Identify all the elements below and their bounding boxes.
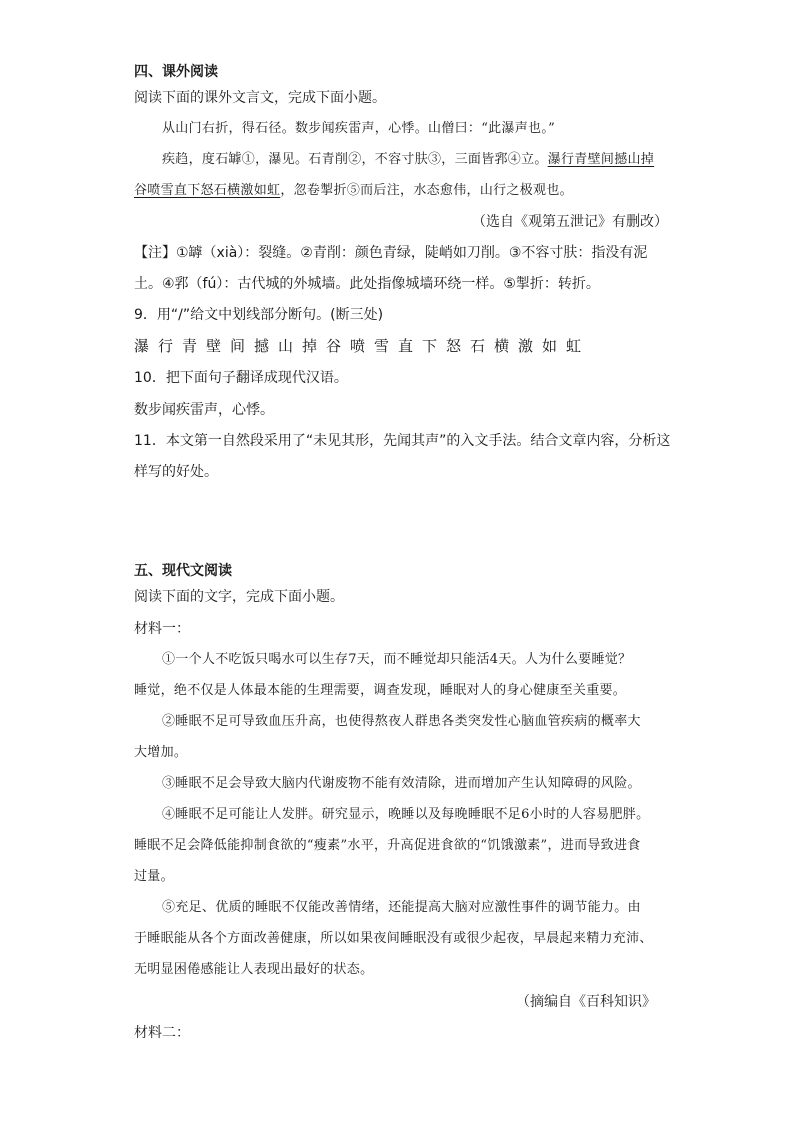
passage-line-3b: ，忽卷掣折⑤而后注，水态愈伟，山行之极观也。 xyxy=(280,183,573,198)
p5-line-1: ⑤充足、优质的睡眠不仅能改善情绪，还能提高大脑对应激性事件的调节能力。由 xyxy=(162,900,641,915)
section5-heading: 五、现代文阅读 xyxy=(134,563,232,579)
section4-instruction: 阅读下面的课外文言文，完成下面小题。 xyxy=(134,90,386,106)
p3-line-1: ③睡眠不足会导致大脑内代谢废物不能有效清除，进而增加产生认知障碍的风险。 xyxy=(162,776,641,791)
p2-line-2: 大增加。 xyxy=(134,745,188,760)
note-line-2: 土。④郛（fú）：古代城的外城墙。此处指像城墙环绕一样。⑤掣折：转折。 xyxy=(134,276,600,292)
passage-line-1: 从山门右折，得石径。数步闻疾雷声，心悸。山僧曰：“此瀑声也。” xyxy=(162,121,556,136)
section5-instruction: 阅读下面的文字，完成下面小题。 xyxy=(134,589,344,605)
material2-label: 材料二： xyxy=(134,1025,190,1041)
question-11-line-2: 样写的好处。 xyxy=(134,464,218,480)
material1-label: 材料一： xyxy=(134,621,190,637)
section4-heading: 四、课外阅读 xyxy=(134,64,218,80)
p4-line-2: 睡眠不足会降低能抑制食欲的“瘦素”水平，升高促进食欲的“饥饿激素”，进而导致进食 xyxy=(134,838,641,853)
passage-underlined-2: 瀑行青壁间撼山掉 xyxy=(547,152,655,167)
p5-line-2: 于睡眠能从各个方面改善健康，所以如果夜间睡眠没有或很少起夜，早晨起来精力充沛、 xyxy=(134,931,653,946)
passage-underlined-3: 谷喷雪直下怒石横激如虹 xyxy=(134,183,281,198)
question-9-text: 瀑行青壁间撼山掉谷喷雪直下怒石横激如虹 xyxy=(134,337,591,355)
passage-source: （选自《观第五泄记》有删改） xyxy=(472,214,668,230)
question-11-line-1: 11．本文第一自然段采用了“未见其形，先闻其声”的入文手法。结合文章内容，分析这 xyxy=(134,433,671,449)
question-10-text: 数步闻疾雷声，心悸。 xyxy=(134,402,274,418)
question-10: 10．把下面句子翻译成现代汉语。 xyxy=(134,370,348,386)
section5-source: （摘编自《百科知识》 xyxy=(516,994,656,1010)
p2-line-1: ②睡眠不足可导致血压升高，也使得熬夜人群患各类突发性心脑血管疾病的概率大 xyxy=(162,714,641,729)
p5-line-3: 无明显困倦感能让人表现出最好的状态。 xyxy=(134,962,374,977)
passage-line-2a: 疾趋，度石罅①，瀑见。石青削②，不容寸肤③，三面皆郛④立。 xyxy=(162,152,548,167)
note-line-1: 【注】①罅（xià）：裂缝。②青削：颜色青绿，陡峭如刀削。③不容寸肤：指没有泥 xyxy=(134,245,648,261)
p1-line-1: ①一个人不吃饭只喝水可以生存7天，而不睡觉却只能活4天。人为什么要睡觉？ xyxy=(162,652,632,667)
p1-line-2: 睡觉，绝不仅是人体最本能的生理需要，调查发现，睡眠对人的身心健康至关重要。 xyxy=(134,683,627,698)
question-9: 9．用“/”给文中划线部分断句。(断三处) xyxy=(134,307,384,323)
passage-line-3 xyxy=(134,181,573,201)
passage-line-2 xyxy=(162,150,654,170)
p4-line-3: 过量。 xyxy=(134,869,174,884)
p4-line-1: ④睡眠不足可能让人发胖。研究显示，晚睡以及每晚睡眠不足6小时的人容易肥胖。 xyxy=(162,807,650,822)
